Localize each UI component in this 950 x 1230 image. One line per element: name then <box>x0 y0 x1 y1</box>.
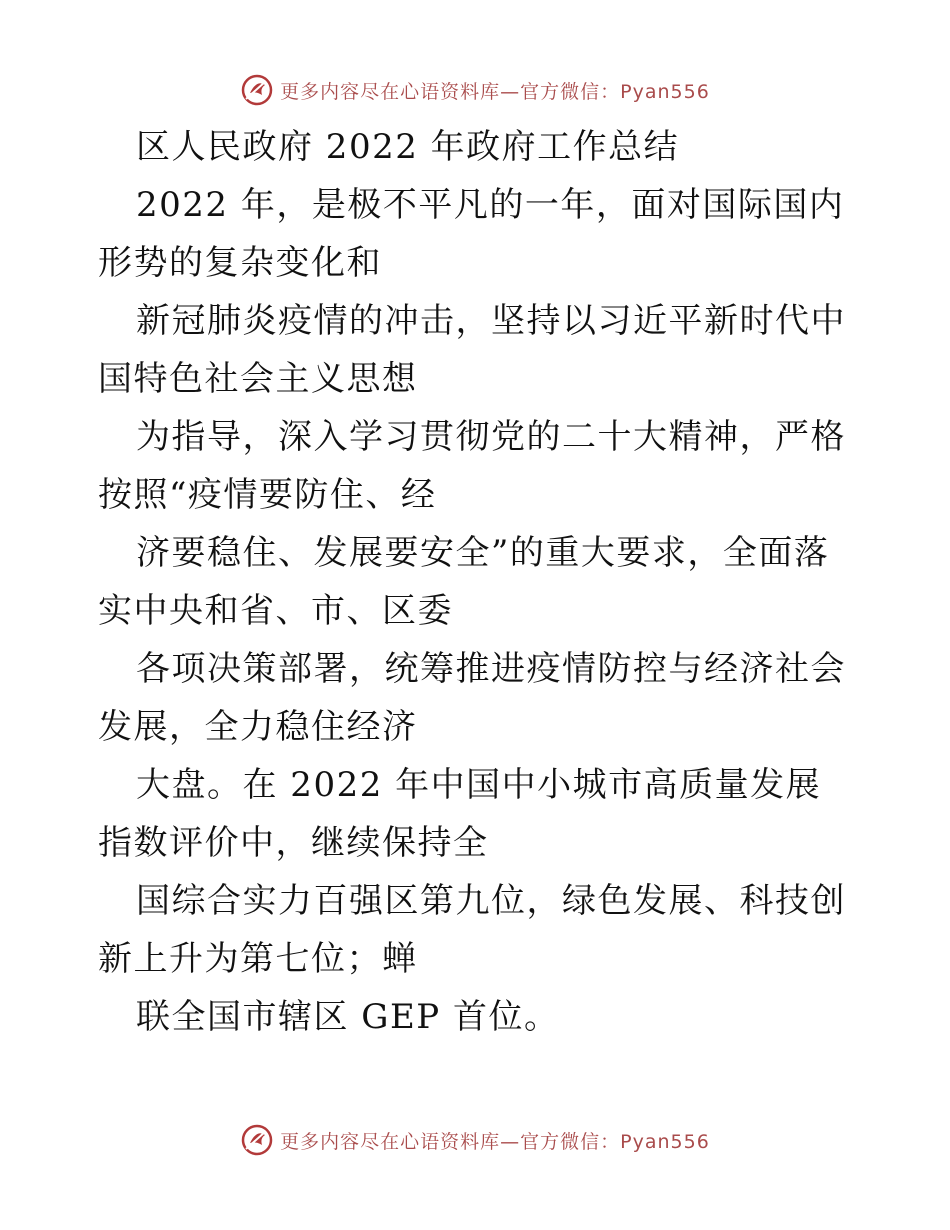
paragraph-line: 2022 年，是极不平凡的一年，面对国际国内形势的复杂变化和 <box>98 185 845 283</box>
paragraph-line: 大盘。在 2022 年中国中小城市高质量发展指数评价中，继续保持全 <box>98 765 822 863</box>
watermark-text: 更多内容尽在心语资料库—官方微信：Pyan556 <box>280 1130 710 1153</box>
seal-logo-icon <box>240 1123 274 1157</box>
paragraph-line: 新冠肺炎疫情的冲击，坚持以习近平新时代中国特色社会主义思想 <box>98 301 846 399</box>
paragraph-line: 联全国市辖区 GEP 首位。 <box>136 997 560 1037</box>
paragraph-line: 国综合实力百强区第九位，绿色发展、科技创新上升为第七位；蝉 <box>98 881 846 979</box>
paragraph-line: 济要稳住、发展要安全”的重大要求，全面落实中央和省、市、区委 <box>98 533 830 631</box>
seal-logo-icon <box>240 73 274 107</box>
footer-watermark-banner <box>0 1122 950 1158</box>
paragraph-line: 各项决策部署，统筹推进疫情防控与经济社会发展，全力稳住经济 <box>98 649 846 747</box>
document-title: 区人民政府 2022 年政府工作总结 <box>136 127 680 167</box>
paragraph-line: 为指导，深入学习贯彻党的二十大精神，严格按照“疫情要防住、经 <box>98 417 846 515</box>
watermark-text: 更多内容尽在心语资料库—官方微信：Pyan556 <box>280 80 710 103</box>
header-watermark-banner <box>0 72 950 108</box>
document-body <box>98 118 850 1046</box>
